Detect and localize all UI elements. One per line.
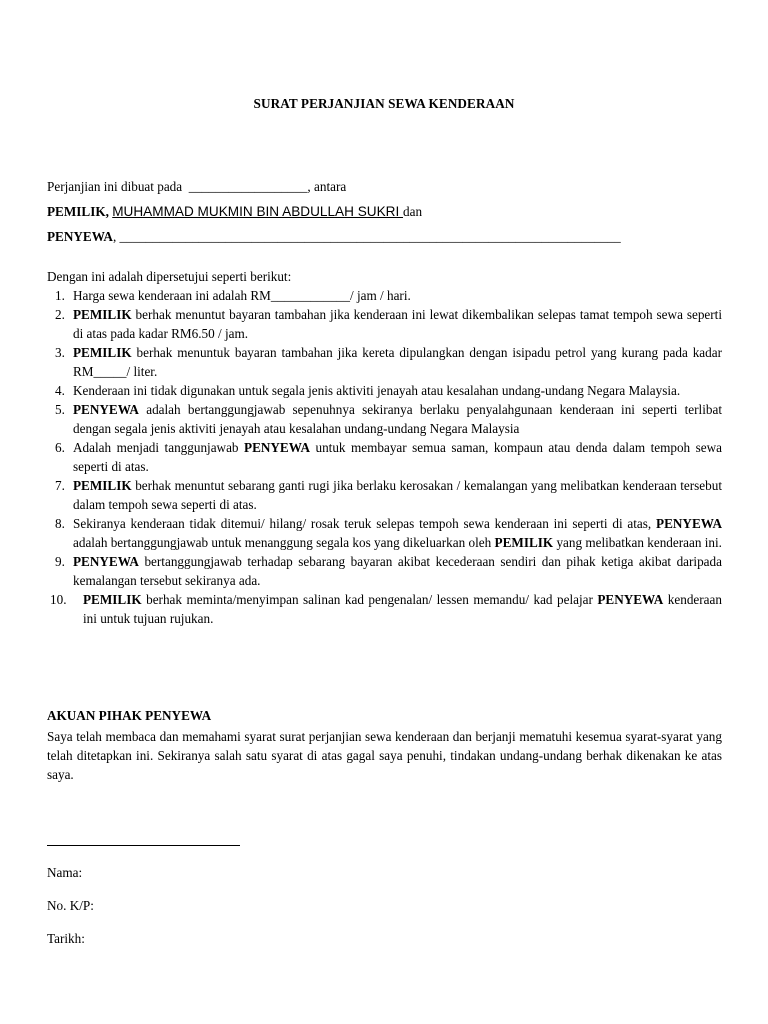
- term-party-name: PENYEWA: [73, 554, 139, 569]
- term-number: 7.: [55, 478, 65, 493]
- term-text: berhak menuntuk bayaran tambahan jika kereta dipulangkan dengan isipadu petrol yang kurang pada kadar RM_____/ liter.: [73, 345, 722, 379]
- term-party-name: PENYEWA: [656, 516, 722, 531]
- signature-line[interactable]: [47, 845, 240, 846]
- term-text: berhak menuntut sebarang ganti rugi jika berlaku kerosakan / kemalangan yang melibatkan kenderaan tersebut dalam tempoh sewa seperti di atas.: [73, 478, 722, 512]
- term-item: [47, 400, 722, 438]
- term-party-name: PEMILIK: [83, 592, 142, 607]
- term-party-name: PEMILIK: [73, 307, 132, 322]
- term-item: [47, 514, 722, 552]
- term-number: 3.: [55, 345, 65, 360]
- renter-line: [47, 227, 727, 246]
- term-number: 9.: [55, 554, 65, 569]
- term-number: 2.: [55, 307, 65, 322]
- term-item: [47, 286, 722, 305]
- term-party-name: PENYEWA: [244, 440, 310, 455]
- term-item: [47, 552, 722, 590]
- renter-suffix: ,: [112, 229, 120, 244]
- term-item: [47, 438, 722, 476]
- term-number: 5.: [55, 402, 65, 417]
- agreement-terms: [47, 267, 722, 628]
- agreement-date-line: [47, 177, 722, 196]
- term-number: 8.: [55, 516, 65, 531]
- term-party-name: PEMILIK: [494, 535, 554, 550]
- name-label: Nama:: [47, 865, 83, 880]
- declaration-body: Saya telah membaca dan memahami syarat surat perjanjian sewa kenderaan dan berjanji mematuhi kesemua syarat-syarat yang telah ditetapkan ini. Sekiranya salah satu syarat di atas gagal saya penuhi, tindakan undang-undang berhak dikenakan ke atas saya.: [47, 729, 722, 782]
- term-item: [47, 343, 722, 381]
- term-text: Sekiranya kenderaan tidak ditemui/ hilang/ rosak teruk selepas tempoh sewa kenderaan ini seperti di atas,: [73, 516, 657, 531]
- term-text: adalah bertanggungjawab sepenuhnya sekiranya berlaku penyalahgunaan kenderaan ini seperti terlibat dengan segala jenis aktiviti jenayah atau kesalahan undang-undang Negara Malaysia: [73, 402, 722, 436]
- term-item: [47, 381, 722, 400]
- term-party-name: PEMILIK: [73, 345, 132, 360]
- term-text: yang melibatkan kenderaan ini.: [553, 535, 722, 550]
- term-text: berhak meminta/menyimpan salinan kad pengenalan/ lessen memandu/ kad pelajar: [141, 592, 598, 607]
- owner-name: MUHAMMAD MUKMIN BIN ABDULLAH SUKRI: [112, 204, 404, 219]
- owner-suffix: dan: [403, 204, 423, 219]
- renter-label: PENYEWA: [47, 229, 113, 244]
- term-number: 1.: [55, 288, 65, 303]
- renter-blank: ____________________________________________________________________________: [119, 229, 621, 244]
- term-text: bertanggungjawab terhadap sebarang bayaran akibat kecederaan sendiri dan pihak ketiga akibat daripada kemalangan tersebut sekiranya ada.: [73, 554, 722, 588]
- term-text: Kenderaan ini tidak digunakan untuk segala jenis aktiviti jenayah atau kesalahan undang-undang Negara Malaysia.: [73, 383, 681, 398]
- term-text: adalah bertanggungjawab untuk menanggung segala kos yang dikeluarkan oleh: [73, 535, 495, 550]
- owner-label: PEMILIK,: [47, 204, 109, 219]
- document-title: SURAT PERJANJIAN SEWA KENDERAAN: [253, 96, 515, 111]
- term-text: berhak menuntut bayaran tambahan jika kenderaan ini lewat dikembalikan selepas tamat tempoh sewa seperti di atas pada kadar RM6.50 / jam.: [73, 307, 722, 341]
- term-number: 10.: [50, 592, 67, 607]
- term-text: untuk membayar semua saman, kompaun atau denda dalam tempoh sewa seperti di atas.: [73, 440, 722, 474]
- declaration-heading: AKUAN PIHAK PENYEWA: [47, 708, 212, 723]
- date-label: Tarikh:: [47, 931, 85, 946]
- agreement-date-prefix: Perjanjian ini dibuat pada: [47, 179, 183, 194]
- ic-number-label: No. K/P:: [47, 898, 94, 913]
- terms-list: [47, 286, 722, 628]
- owner-line: [47, 202, 722, 221]
- term-item: [47, 590, 722, 628]
- term-text: Harga sewa kenderaan ini adalah RM____________/ jam / hari.: [73, 288, 411, 303]
- agreement-date-suffix: , antara: [307, 179, 347, 194]
- term-party-name: PENYEWA: [73, 402, 139, 417]
- term-item: [47, 305, 722, 343]
- term-text: kenderaan ini untuk tujuan rujukan.: [83, 592, 722, 626]
- term-text: Adalah menjadi tanggunjawab: [73, 440, 245, 455]
- term-number: 4.: [55, 383, 65, 398]
- agreement-lead: Dengan ini adalah dipersetujui seperti berikut:: [47, 269, 292, 284]
- term-party-name: PEMILIK: [73, 478, 132, 493]
- term-party-name: PENYEWA: [597, 592, 664, 607]
- term-item: [47, 476, 722, 514]
- term-number: 6.: [55, 440, 65, 455]
- agreement-date-blank: __________________: [188, 179, 308, 194]
